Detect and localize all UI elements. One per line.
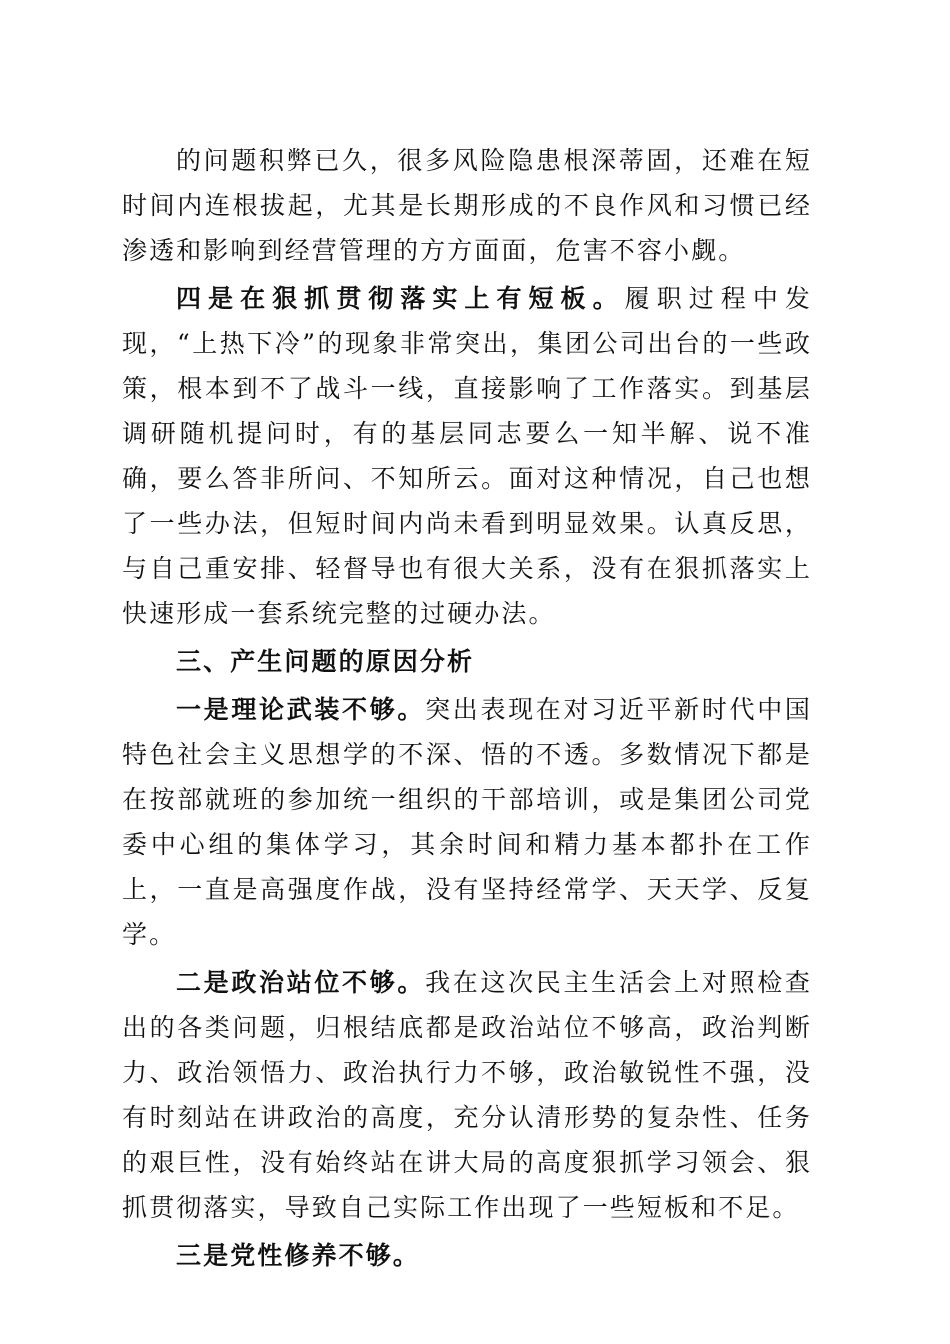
paragraph-cause-two	[122, 960, 812, 1230]
paragraph-continuation	[122, 138, 812, 273]
paragraph-lead: 二是政治站位不够。	[176, 968, 426, 997]
document-body	[122, 138, 812, 1281]
section-heading: 三、产生问题的原因分析	[176, 647, 475, 676]
paragraph-cause-one	[122, 687, 812, 957]
paragraph-lead: 四是在狠抓贯彻落实上有短板。	[176, 284, 625, 313]
paragraph-point-four	[122, 276, 812, 636]
paragraph-cause-three	[122, 1233, 812, 1278]
paragraph-lead: 三是党性修养不够。	[176, 1241, 420, 1270]
paragraph-text: 我在这次民主生活会上对照检查出的各类问题，归根结底都是政治站位不够高，政治判断力、政治领悟力、政治执行力不够，政治敏锐性不强，没有时刻站在讲政治的高度，充分认清形势的复杂性、任务的艰巨性，没有始终站在讲大局的高度狠抓学习领会、狠抓贯彻落实，导致自己实际工作出现了一些短板和不足。	[122, 968, 812, 1222]
paragraph-lead: 一是理论武装不够。	[176, 695, 426, 724]
paragraph-text: 的问题积弊已久，很多风险隐患根深蒂固，还难在短时间内连根拔起，尤其是长期形成的不良作风和习惯已经渗透和影响到经营管理的方方面面，危害不容小觑。	[122, 146, 812, 265]
paragraph-text: 履职过程中发现，“上热下冷”的现象非常突出，集团公司出台的一些政策，根本到不了战斗一线，直接影响了工作落实。到基层调研随机提问时，有的基层同志要么一知半解、说不准确，要么答非所问、不知所云。面对这种情况，自己也想了一些办法，但短时间内尚未看到明显效果。认真反思，与自己重安排、轻督导也有很大关系，没有在狠抓落实上快速形成一套系统完整的过硬办法。	[122, 284, 812, 628]
paragraph-text: 突出表现在对习近平新时代中国特色社会主义思想学的不深、悟的不透。多数情况下都是在按部就班的参加统一组织的干部培训，或是集团公司党委中心组的集体学习，其余时间和精力基本都扑在工作上，一直是高强度作战，没有坚持经常学、天天学、反复学。	[122, 695, 812, 949]
